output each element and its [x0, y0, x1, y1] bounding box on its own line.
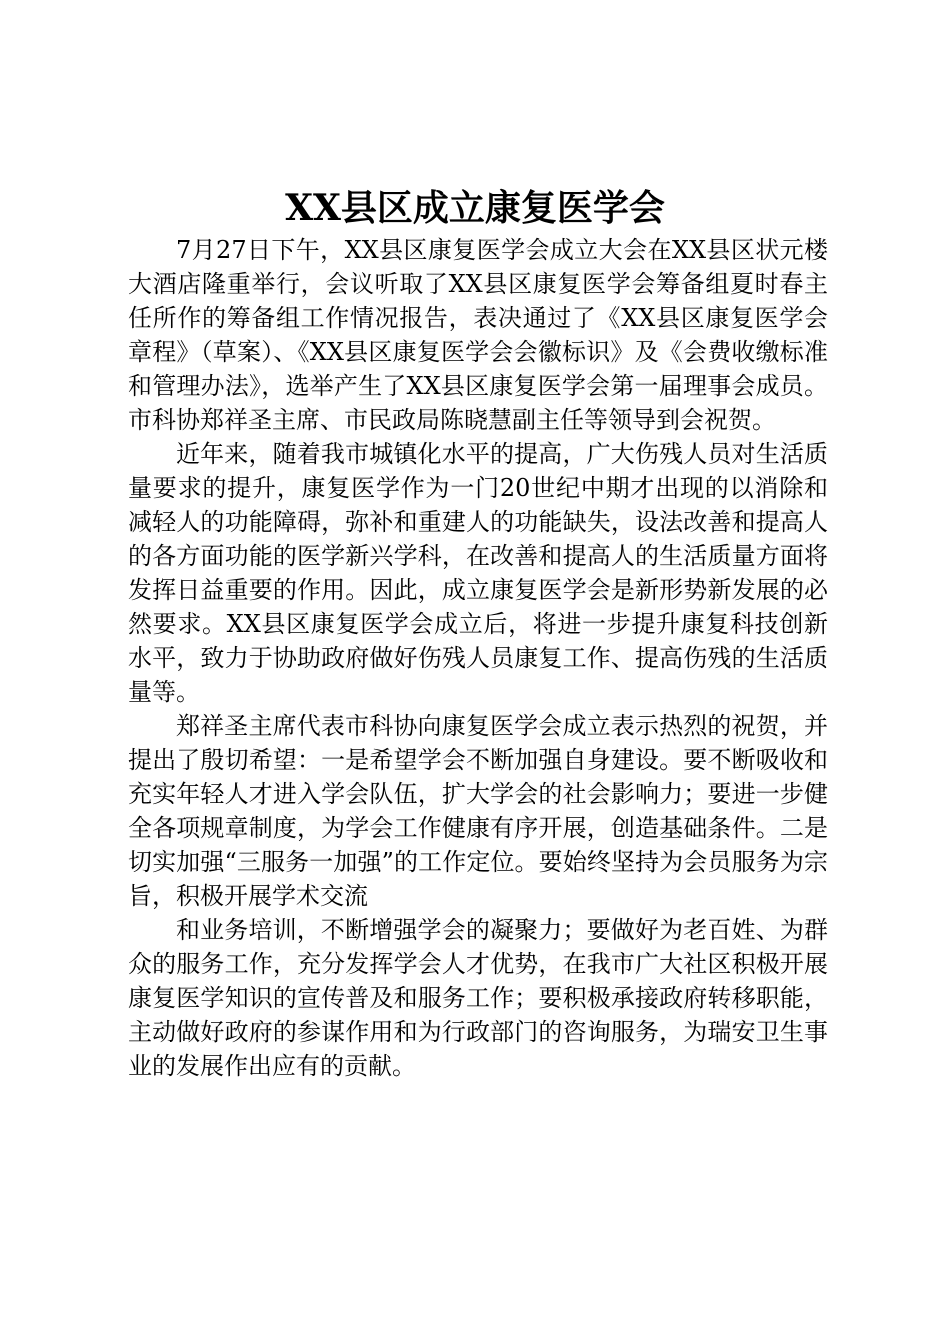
document-body — [128, 233, 828, 1083]
paragraph-3: 郑祥圣主席代表市科协向康复医学会成立表示热烈的祝贺，并提出了殷切希望：一是希望学会不断加强自身建设。要不断吸收和充实年轻人才进入学会队伍，扩大学会的社会影响力；要进一步健全各项规章制度，为学会工作健康有序开展，创造基础条件。二是切实加强“三服务一加强”的工作定位。要始终坚持为会员服务为宗旨，积极开展学术交流 — [128, 712, 828, 910]
paragraph-4: 和业务培训，不断增强学会的凝聚力；要做好为老百姓、为群众的服务工作，充分发挥学会人才优势，在我市广大社区积极开展康复医学知识的宣传普及和服务工作；要积极承接政府转移职能，主动做好政府的参谋作用和为行政部门的咨询服务，为瑞安卫生事业的发展作出应有的贡献。 — [128, 916, 828, 1080]
paragraph-2: 近年来，随着我市城镇化水平的提高，广大伤残人员对生活质量要求的提升，康复医学作为一门20世纪中期才出现的以消除和减轻人的功能障碍，弥补和重建人的功能缺失，设法改善和提高人的各方面功能的医学新兴学科，在改善和提高人的生活质量方面将发挥日益重要的作用。因此，成立康复医学会是新形势新发展的必然要求。XX县区康复医学会成立后，将进一步提升康复科技创新水平，致力于协助政府做好伤残人员康复工作、提高伤残的生活质量等。 — [128, 440, 828, 706]
paragraph-1: 7月27日下午，XX县区康复医学会成立大会在XX县区状元楼大酒店隆重举行，会议听取了XX县区康复医学会筹备组夏时春主任所作的筹备组工作情况报告，表决通过了《XX县区康复医学会章程》（草案）、《XX县区康复医学会会徽标识》及《会费收缴标准和管理办法》，选举产生了XX县区康复医学会第一届理事会成员。市科协郑祥圣主席、市民政局陈晓慧副主任等领导到会祝贺。 — [128, 236, 828, 434]
document-title: XX县区成立康复医学会 — [285, 187, 665, 229]
